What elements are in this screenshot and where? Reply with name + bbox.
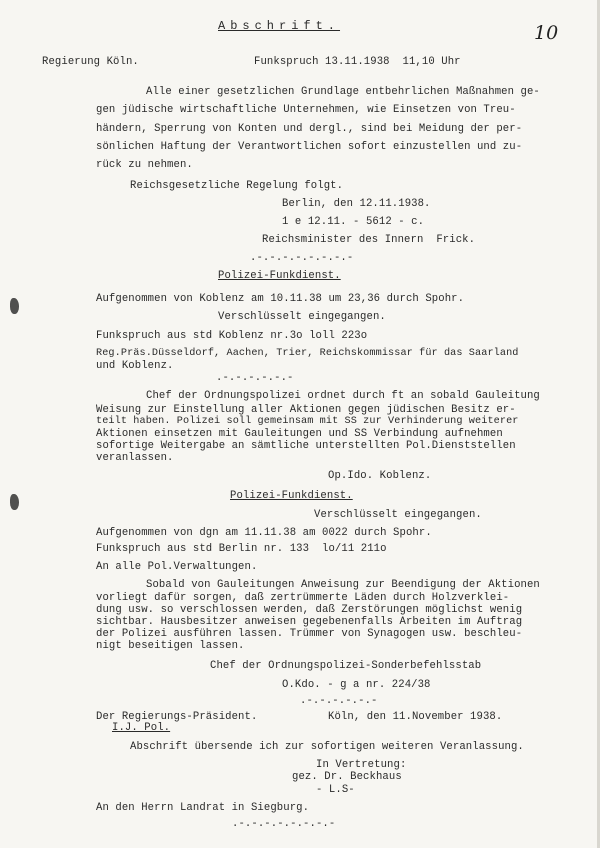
block2-encrypted: Verschlüsselt eingegangen. <box>218 311 386 323</box>
separator: .-.-.-.-.-.-.-.- <box>250 252 354 264</box>
handwritten-page-number: 10 <box>534 22 559 44</box>
block3-body-line: vorliegt dafür sorgen, daß zertrümmerte Läden durch Holzverklei- <box>96 592 510 604</box>
separator: .-.-.-.-.-.-.-.- <box>232 818 336 830</box>
block3-addressee: An alle Pol.Verwaltungen. <box>96 561 258 573</box>
footer-place-date: Köln, den 11.November 1938. <box>328 711 503 723</box>
footer-deputy: In Vertretung: <box>316 759 407 771</box>
block3-message-line: Funkspruch aus std Berlin nr. 133 lo/11 211o <box>96 543 387 555</box>
block1-signer: Reichsminister des Innern Frick. <box>262 234 476 246</box>
block3-heading: Polizei-Funkdienst. <box>230 490 353 502</box>
block2-recipients: und Koblenz. <box>96 360 174 372</box>
block2-received: Aufgenommen von Koblenz am 10.11.38 um 23,36 durch Spohr. <box>96 293 465 305</box>
radio-message-header: Funkspruch 13.11.1938 11,10 Uhr <box>254 56 461 68</box>
block2-body-line: Chef der Ordnungspolizei ordnet durch ft an sobald Gauleitung <box>146 390 540 402</box>
authority: Regierung Köln. <box>42 56 139 68</box>
block1-line: Alle einer gesetzlichen Grundlage entbehrlichen Maßnahmen ge- <box>146 86 540 98</box>
separator: .-.-.-.-.-.- <box>216 372 294 384</box>
block3-signer: Chef der Ordnungspolizei-Sonderbefehlsstab <box>210 660 482 672</box>
block3-received: Aufgenommen von dgn am 11.11.38 am 0022 durch Spohr. <box>96 527 432 539</box>
block2-signer: Op.Ido. Koblenz. <box>328 470 432 482</box>
block3-body-line: der Polizei ausführen lassen. Trümmer von Synagogen usw. beschleu- <box>96 628 523 640</box>
block2-recipients: Reg.Präs.Düsseldorf, Aachen, Trier, Reichskommissar für das Saarland <box>96 348 519 359</box>
block3-encrypted: Verschlüsselt eingegangen. <box>314 509 482 521</box>
block1-follow: Reichsgesetzliche Regelung folgt. <box>130 180 344 192</box>
block1-line: gen jüdische wirtschaftliche Unternehmen, wie Einsetzen von Treu- <box>96 104 516 116</box>
footer-signed: gez. Dr. Beckhaus <box>292 771 402 783</box>
footer-seal: - L.S- <box>316 784 355 796</box>
block1-place-date: Berlin, den 12.11.1938. <box>282 198 431 210</box>
block3-body-line: Sobald von Gauleitungen Anweisung zur Beendigung der Aktionen <box>146 579 540 591</box>
block2-heading: Polizei-Funkdienst. <box>218 270 341 282</box>
block2-body-line: sofortige Weitergabe an sämtliche unterstellten Pol.Dienststellen <box>96 440 516 452</box>
block2-message-line: Funkspruch aus std Koblenz nr.3o loll 223o <box>96 330 368 342</box>
block1-line: rück zu nehmen. <box>96 159 193 171</box>
block2-body-line: veranlassen. <box>96 452 174 464</box>
block2-body-line: Weisung zur Einstellung aller Aktionen gegen jüdischen Besitz er- <box>96 404 516 416</box>
footer-note: Abschrift übersende ich zur sofortigen weiteren Veranlassung. <box>130 741 524 753</box>
footer-office: I.J. Pol. <box>112 722 171 734</box>
block3-body-line: nigt beseitigen lassen. <box>96 640 245 652</box>
block3-body-line: dung usw. so verschlossen werden, daß Zerstörungen möglichst wenig <box>96 604 523 616</box>
punch-hole-upper <box>10 298 19 314</box>
punch-hole-lower <box>10 494 19 510</box>
footer-sender: Der Regierungs-Präsident. <box>96 711 258 723</box>
block1-line: sönlichen Haftung der Verantwortlichen sofort einzustellen und zu- <box>96 141 523 153</box>
block1-line: händern, Sperrung von Konten und dergl., sind bei Meidung der per- <box>96 123 523 135</box>
block2-body-line: teilt haben. Polizei soll gemeinsam mit SS zur Verhinderung weiterer <box>96 416 519 427</box>
separator: .-.-.-.-.-.- <box>300 695 378 707</box>
block1-reference: 1 e 12.11. - 5612 - c. <box>282 216 425 228</box>
footer-addressee: An den Herrn Landrat in Siegburg. <box>96 802 310 814</box>
document-title: Abschrift. <box>218 19 341 33</box>
block3-reference: O.Kdo. - g a nr. 224/38 <box>282 679 431 691</box>
block3-body-line: sichtbar. Hausbesitzer anweisen gegebenenfalls Arbeiten im Auftrag <box>96 616 523 628</box>
block2-body-line: Aktionen einsetzen mit Gauleitungen und SS Verbindung aufnehmen <box>96 428 503 440</box>
